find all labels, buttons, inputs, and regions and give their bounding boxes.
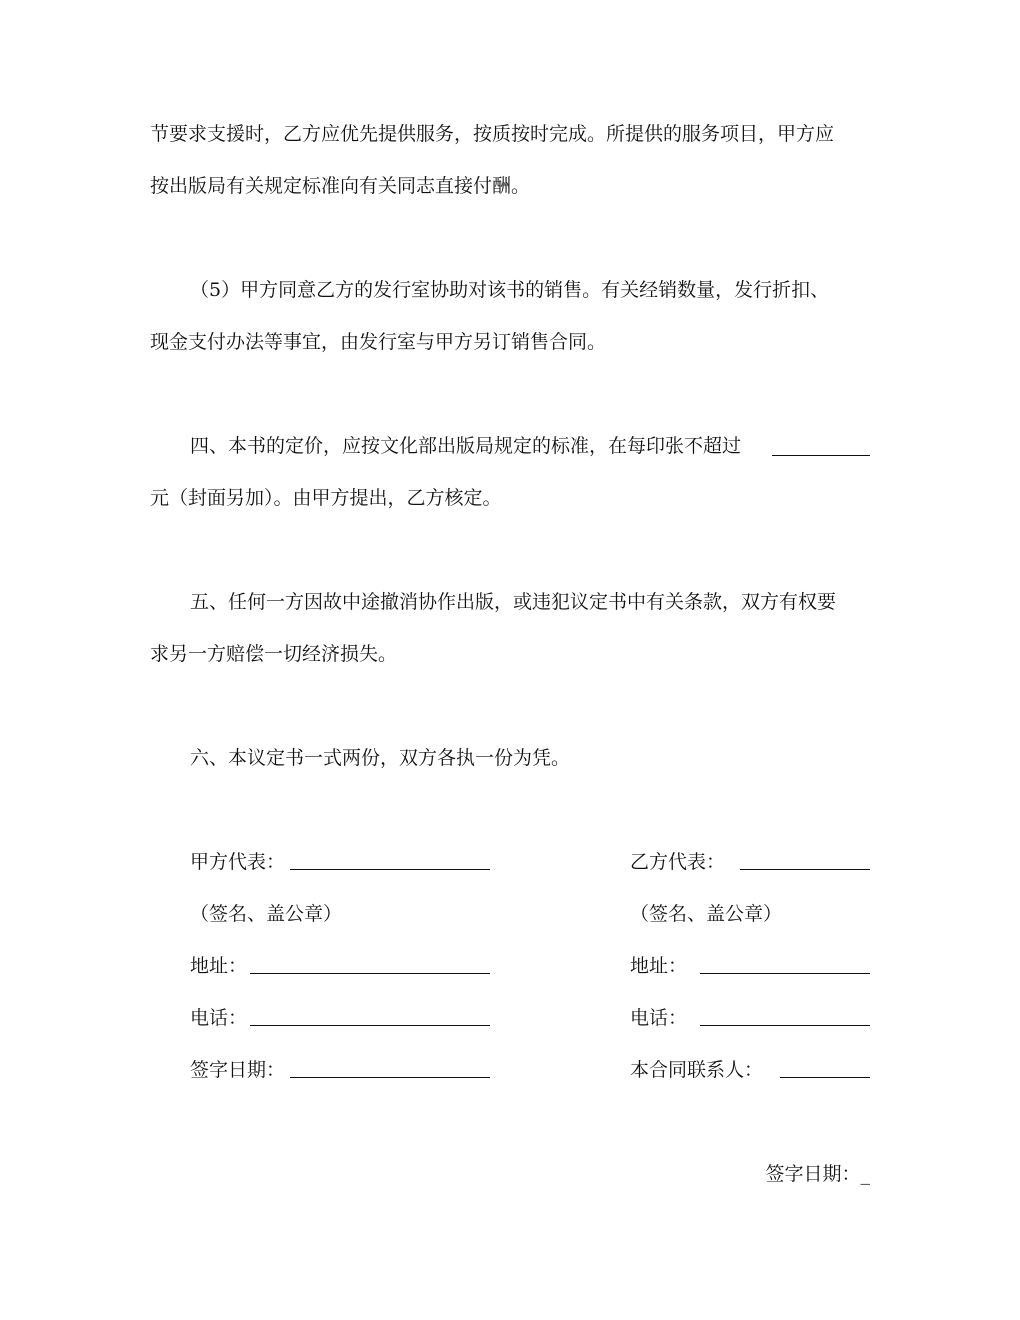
party-b-address-blank xyxy=(700,973,870,974)
paragraph-line: 节要求支援时，乙方应优先提供服务，按质按时完成。所提供的服务项目，甲方应 xyxy=(150,123,835,145)
paragraph-line: 求另一方赔偿一切经济损失。 xyxy=(150,643,398,665)
party-b-rep-blank xyxy=(740,869,870,870)
party-a-rep-blank xyxy=(290,869,490,870)
party-b-address-label: 地址： xyxy=(630,955,688,977)
party-a-date-label: 签字日期： xyxy=(190,1059,286,1081)
price-blank-line xyxy=(772,455,870,456)
party-a-seal-note: （签名、盖公章） xyxy=(190,903,343,925)
paragraph-line: 元（封面另加）。由甲方提出，乙方核定。 xyxy=(150,487,502,509)
paragraph-line: 六、本议定书一式两份，双方各执一份为凭。 xyxy=(190,747,571,769)
party-b-rep-label: 乙方代表： xyxy=(630,851,726,873)
final-sign-date-label: 签字日期：_ xyxy=(765,1163,870,1185)
party-a-phone-label: 电话： xyxy=(190,1007,248,1029)
party-b-contact-label: 本合同联系人： xyxy=(630,1059,764,1081)
paragraph-line: 按出版局有关规定标准向有关同志直接付酬。 xyxy=(150,175,531,197)
party-a-rep-label: 甲方代表： xyxy=(190,851,286,873)
party-b-phone-blank xyxy=(700,1025,870,1026)
party-a-phone-blank xyxy=(250,1025,490,1026)
paragraph-line: （5）甲方同意乙方的发行室协助对该书的销售。有关经销数量，发行折扣、 xyxy=(190,279,830,301)
paragraph-line: 五、任何一方因故中途撤消协作出版，或违犯议定书中有关条款，双方有权要 xyxy=(190,591,837,613)
party-a-address-blank xyxy=(250,973,490,974)
party-a-date-blank xyxy=(290,1077,490,1078)
party-a-address-label: 地址： xyxy=(190,955,248,977)
party-b-phone-label: 电话： xyxy=(630,1007,688,1029)
party-b-contact-blank xyxy=(780,1077,870,1078)
party-b-seal-note: （签名、盖公章） xyxy=(630,903,783,925)
paragraph-line: 现金支付办法等事宜，由发行室与甲方另订销售合同。 xyxy=(150,331,607,353)
paragraph-line: 四、本书的定价，应按文化部出版局规定的标准，在每印张不超过 xyxy=(190,435,742,457)
